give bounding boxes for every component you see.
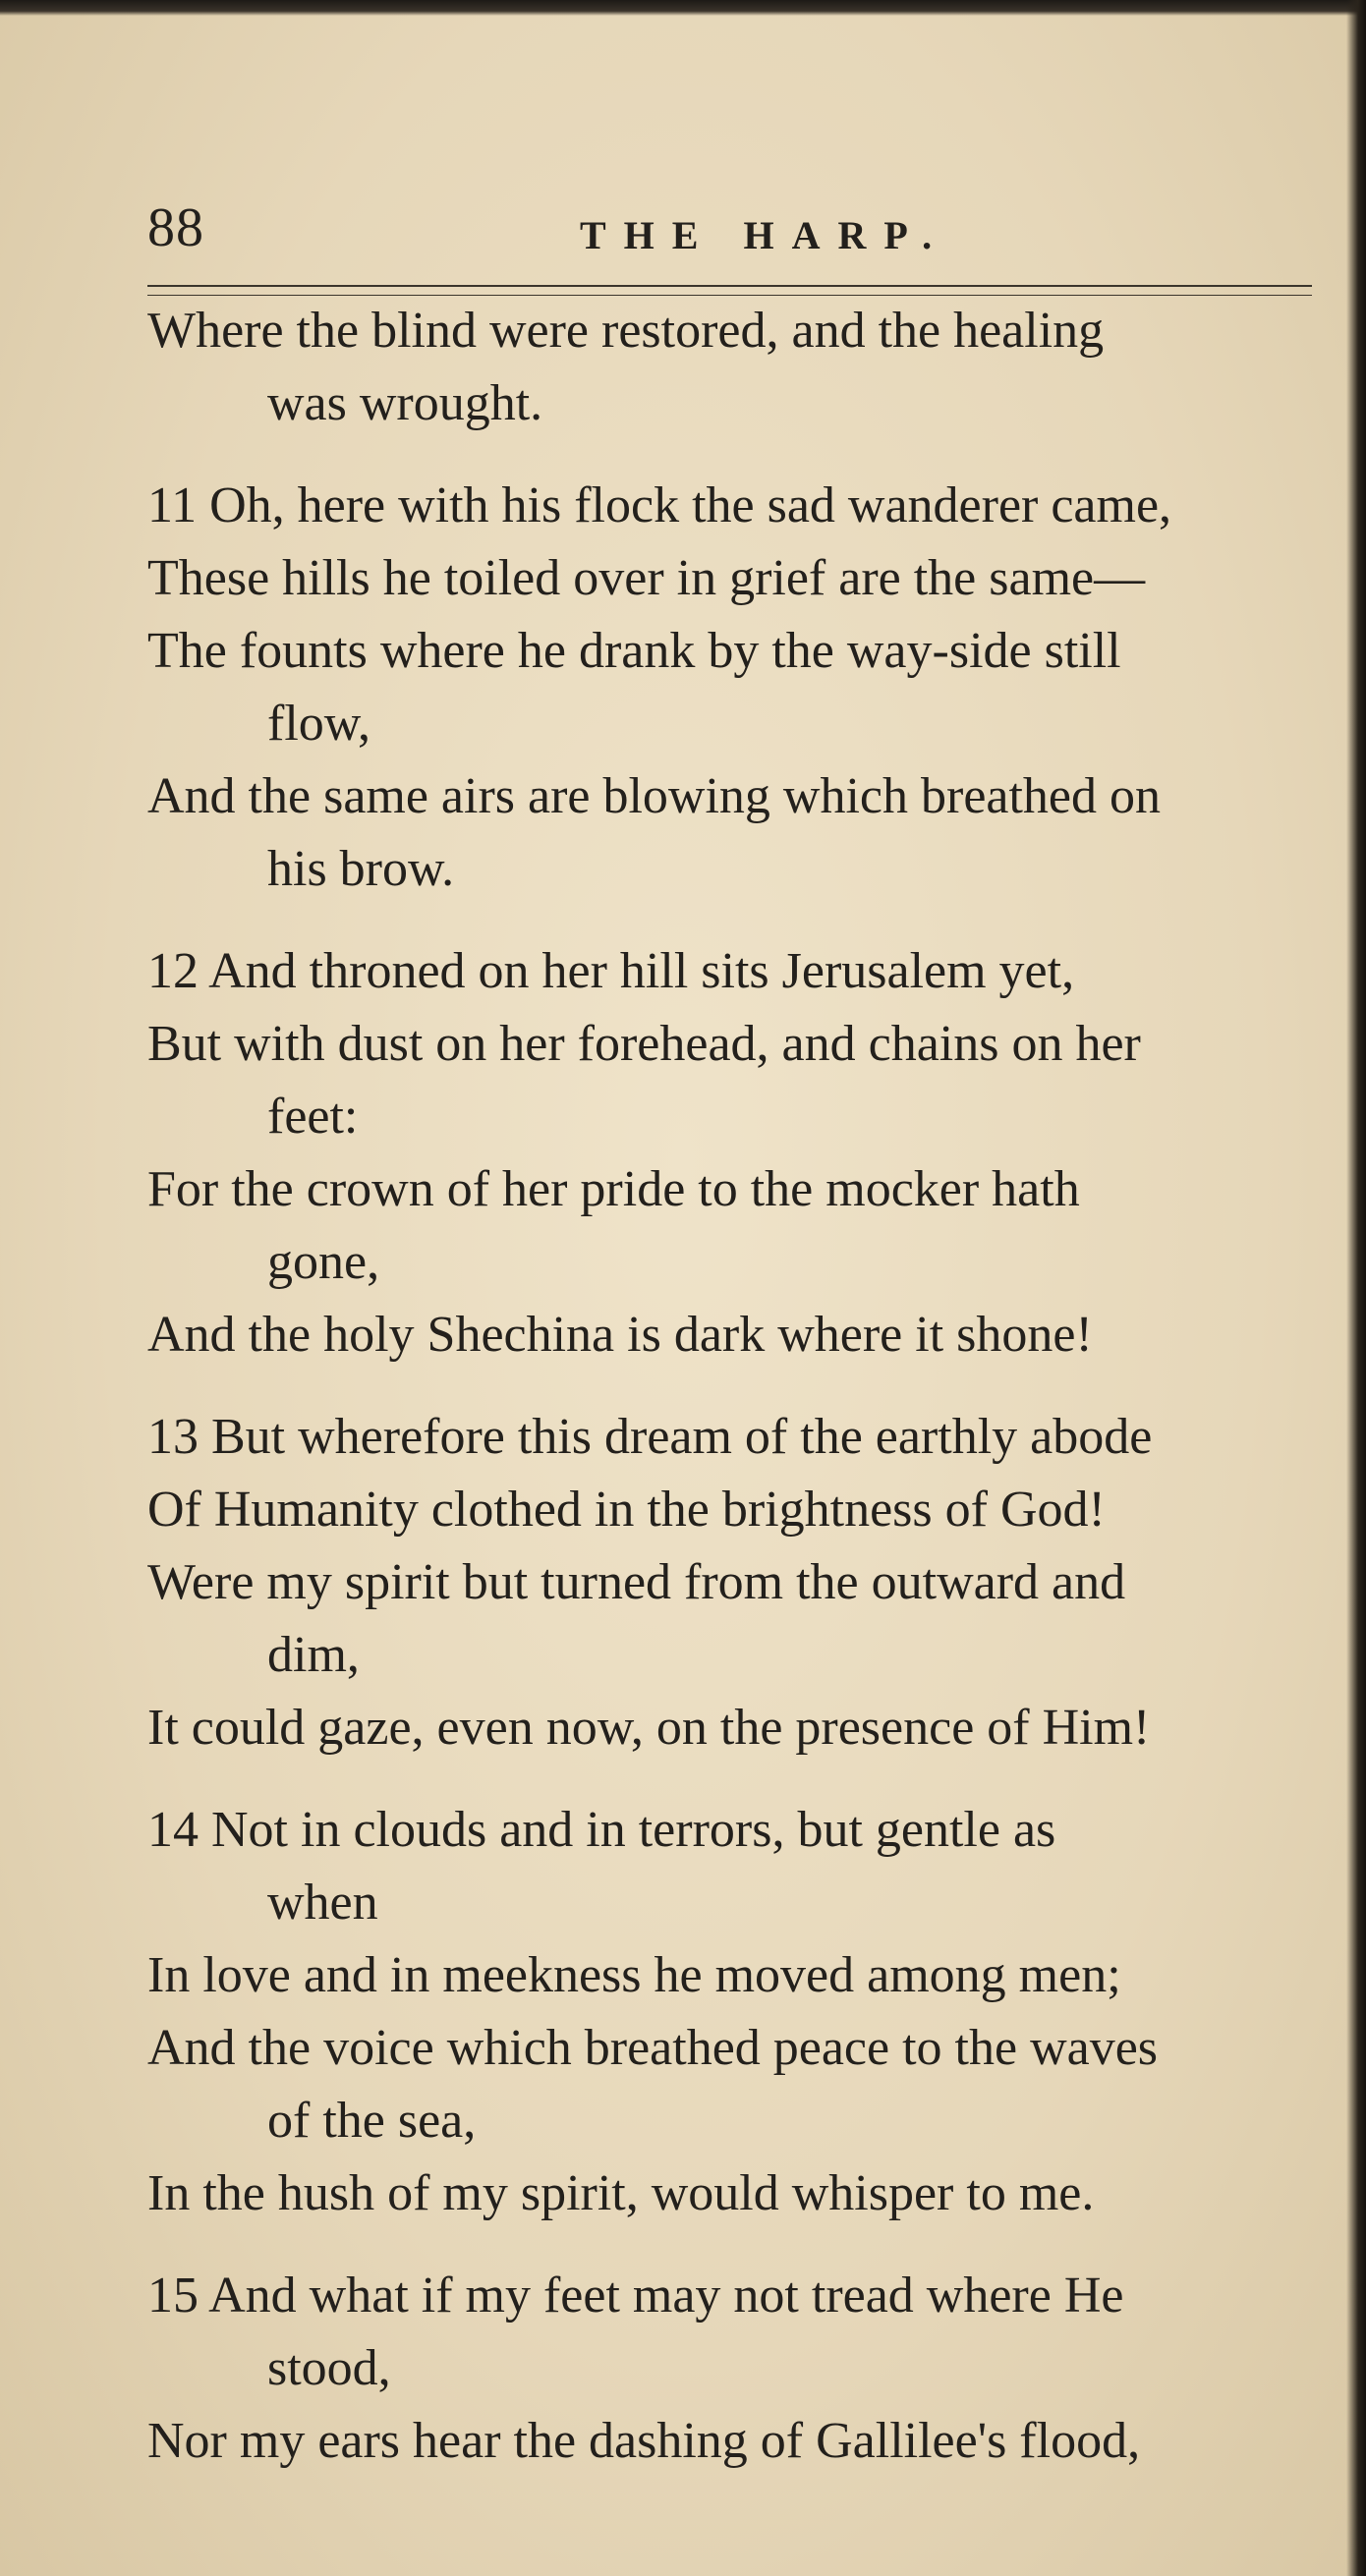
poem-line: It could gaze, even now, on the presence of Him! (147, 1700, 1151, 1756)
poem-line: dim, (267, 1627, 360, 1683)
poem-line: And the holy Shechina is dark where it shone! (147, 1307, 1093, 1363)
poem-line: stood, (267, 2340, 391, 2396)
poem-line: 15 And what if my feet may not tread where He (147, 2268, 1124, 2324)
poem-line: was wrought. (267, 375, 543, 431)
page-number: 88 (147, 197, 204, 258)
page-right-edge-shadow (1346, 0, 1366, 2576)
poem-line: And the same airs are blowing which breathed on (147, 768, 1162, 824)
running-title: THE HARP. (580, 213, 950, 257)
poem-line: In love and in meekness he moved among men; (147, 1947, 1121, 2003)
poem-line: 14 Not in clouds and in terrors, but gentle as (147, 1802, 1056, 1858)
poem-line: 12 And throned on her hill sits Jerusalem yet, (147, 943, 1075, 999)
poem-line: These hills he toiled over in grief are the same— (147, 550, 1146, 606)
poem-line: But with dust on her forehead, and chains on her (147, 1016, 1141, 1072)
stanza-gap (147, 906, 1327, 935)
header-rule (147, 285, 1312, 287)
poem-line: 13 But wherefore this dream of the earthly abode (147, 1409, 1153, 1465)
poem-line: Of Humanity clothed in the brightness of God! (147, 1482, 1106, 1538)
poem-line: his brow. (267, 841, 455, 897)
poem-line: when (267, 1875, 378, 1931)
poem-line: Where the blind were restored, and the healing (147, 303, 1105, 359)
poem-line: The founts where he drank by the way-side still (147, 623, 1121, 679)
stanza-gap (147, 1372, 1327, 1401)
poem-line: In the hush of my spirit, would whisper to me. (147, 2165, 1095, 2221)
poem-line: flow, (267, 696, 370, 752)
page-top-edge-shadow (0, 0, 1366, 16)
poem-line: of the sea, (267, 2093, 477, 2149)
poem-line: For the crown of her pride to the mocker hath (147, 1161, 1080, 1217)
stanza-gap (147, 1764, 1327, 1794)
poem-text (147, 295, 1327, 2478)
poem-line: feet: (267, 1089, 359, 1145)
page-header (147, 196, 1307, 275)
stanza-gap (147, 440, 1327, 470)
poem-line: Nor my ears hear the dashing of Gallilee's flood, (147, 2413, 1141, 2469)
poem-line: And the voice which breathed peace to the waves (147, 2020, 1159, 2076)
poem-line: gone, (267, 1234, 380, 1290)
poem-line: Were my spirit but turned from the outward and (147, 1554, 1126, 1610)
stanza-gap (147, 2230, 1327, 2260)
poem-line: 11 Oh, here with his flock the sad wanderer came, (147, 477, 1172, 533)
